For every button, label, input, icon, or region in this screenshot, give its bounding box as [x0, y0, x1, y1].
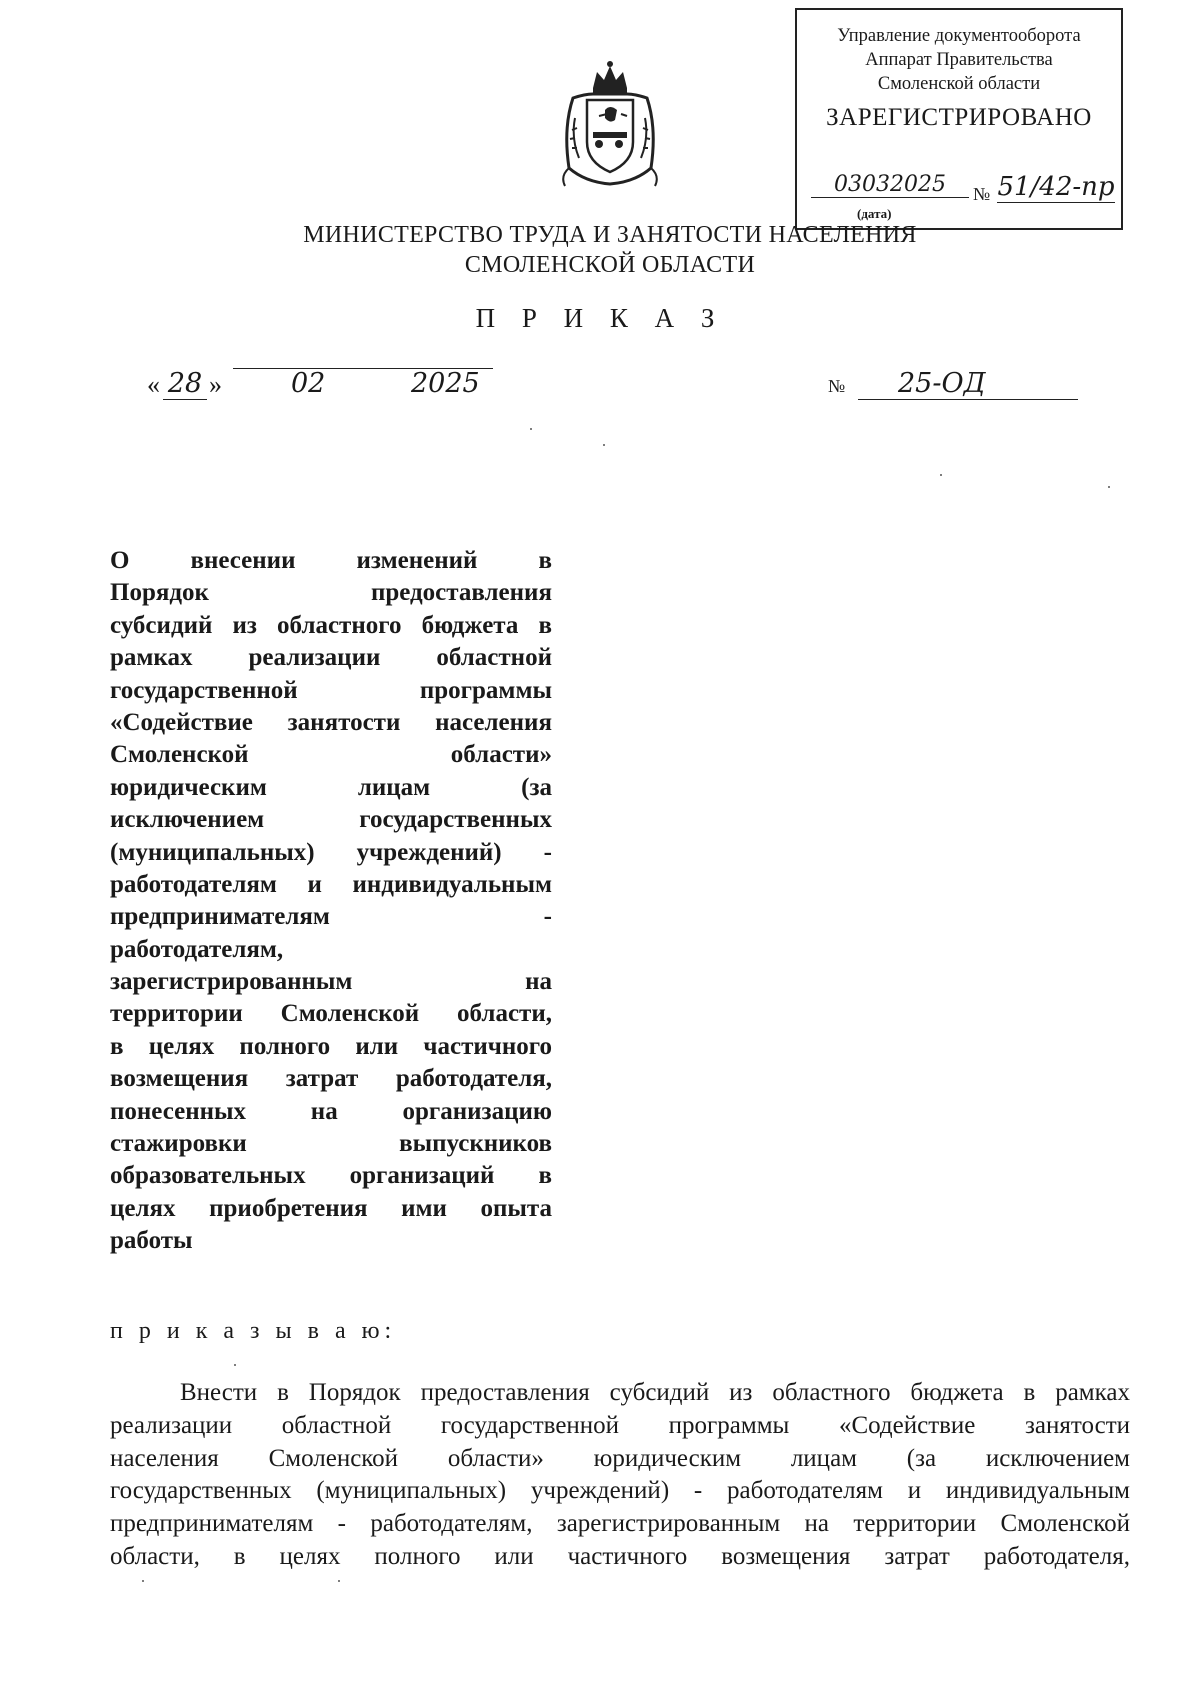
order-date	[147, 368, 507, 408]
body-line: населения Смоленской области» юридическим лицам (за исключением	[110, 1444, 1130, 1472]
date-open-quote: «	[147, 370, 160, 399]
subject-line: предпринимателям -	[110, 903, 552, 931]
smolensk-coat-of-arms-icon	[555, 58, 665, 190]
subject-line: юридическим лицам (за	[110, 773, 552, 801]
body-line: государственных (муниципальных) учреждений) - работодателям и индивидуальным	[110, 1477, 1130, 1505]
subject-line: О внесении изменений в	[110, 547, 552, 574]
subject-line: Смоленской области»	[110, 741, 552, 769]
scan-speck	[142, 1580, 144, 1582]
registration-stamp	[795, 8, 1123, 230]
order-title: П Р И К А З	[475, 303, 725, 333]
subject-line: возмещения затрат работодателя,	[110, 1065, 552, 1093]
order-number-sign: №	[828, 376, 846, 396]
subject-line: «Содействие занятости населения	[110, 708, 552, 736]
subject-line: образовательных организаций в	[110, 1162, 552, 1190]
subject-line: субсидий из областного бюджета в	[110, 611, 552, 639]
stamp-date-value: 03032025	[811, 172, 969, 198]
order-body	[110, 1377, 1130, 1574]
stamp-date-label: (дата)	[857, 206, 892, 221]
scan-speck	[603, 444, 605, 446]
order-number-value: 25-ОД	[858, 368, 1078, 400]
directive-word: п р и к а з ы в а ю:	[110, 1318, 397, 1344]
scan-speck	[338, 1580, 340, 1582]
body-line: реализации областной государственной программы «Содействие занятости	[110, 1411, 1130, 1439]
ministry-name-line-2: СМОЛЕНСКОЙ ОБЛАСТИ	[464, 252, 756, 278]
stamp-number-value: 51/42-пр	[997, 172, 1115, 202]
body-line: Внести в Порядок предоставления субсидий из областного бюджета в рамках	[180, 1379, 1130, 1406]
scan-speck	[940, 474, 942, 476]
subject-line: работодателям,	[110, 935, 284, 963]
body-line: области, в целях полного или частичного возмещения затрат работодателя,	[110, 1542, 1130, 1570]
body-line: предпринимателям - работодателям, зарегистрированным на территории Смоленской	[110, 1510, 1130, 1538]
scan-speck	[234, 1364, 236, 1366]
stamp-line-1: Управление документооборота	[837, 26, 1081, 46]
ministry-name-line-1: МИНИСТЕРСТВО ТРУДА И ЗАНЯТОСТИ НАСЕЛЕНИЯ	[303, 222, 917, 248]
subject-line: исключением государственных	[110, 806, 552, 834]
order-subject	[110, 545, 552, 1258]
subject-line: рамках реализации областной	[110, 644, 552, 672]
stamp-line-3: Смоленской области	[877, 74, 1041, 94]
subject-line: работодателям и индивидуальным	[110, 870, 552, 898]
subject-line: зарегистрированным на	[110, 968, 552, 996]
order-year: 2025	[411, 368, 480, 399]
order-number	[828, 368, 1078, 408]
subject-line: работы	[110, 1227, 193, 1255]
order-month-year	[233, 368, 493, 399]
date-close-quote: »	[209, 370, 222, 399]
subject-line: Порядок предоставления	[110, 579, 552, 607]
subject-line: стажировки выпускников	[110, 1130, 552, 1158]
order-month: 02	[291, 368, 326, 399]
stamp-number-sign: №	[973, 184, 991, 204]
subject-line: понесенных на организацию	[110, 1097, 552, 1125]
scan-speck	[1108, 486, 1110, 488]
order-day: 28	[163, 368, 207, 400]
subject-line: в целях полного или частичного	[110, 1032, 552, 1060]
subject-line: государственной программы	[110, 676, 552, 704]
subject-line: целях приобретения ими опыта	[110, 1194, 552, 1222]
stamp-registered-label: ЗАРЕГИСТРИРОВАНО	[826, 104, 1092, 131]
stamp-line-2: Аппарат Правительства	[865, 50, 1053, 70]
subject-line: территории Смоленской области,	[110, 1000, 552, 1028]
subject-line: (муниципальных) учреждений) -	[110, 838, 552, 866]
coat-of-arms	[555, 58, 665, 190]
scan-speck	[530, 428, 532, 430]
